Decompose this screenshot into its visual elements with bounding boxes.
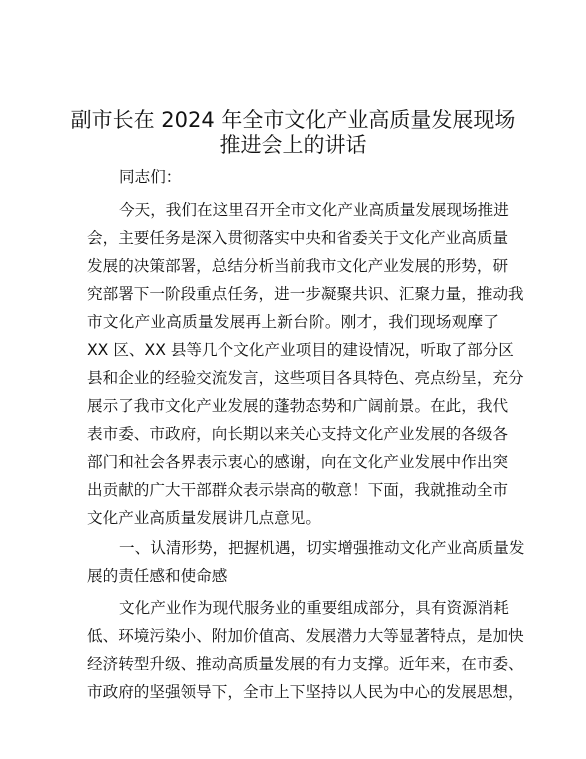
- paragraph-line: 究部署下一阶段重点任务，进一步凝聚共识、汇聚力量，推动我: [87, 285, 524, 303]
- paragraph-line: 发展的决策部署，总结分析当前我市文化产业发展的形势，研: [87, 257, 509, 275]
- paragraph-line: 出贡献的广大干部群众表示崇高的敬意！下面，我就推动全市: [87, 481, 509, 499]
- paragraph-line: 文化产业高质量发展讲几点意见。: [87, 509, 321, 527]
- salutation: 同志们：: [119, 168, 182, 186]
- paragraph-line: 文化产业作为现代服务业的重要组成部分，具有资源消耗: [119, 599, 509, 617]
- paragraph-line: 部门和社会各界表示衷心的感谢，向在文化产业发展中作出突: [87, 453, 509, 471]
- paragraph-line: XX 区、XX 县等几个文化产业项目的建设情况，听取了部分区: [87, 341, 514, 359]
- paragraph-line: 市政府的坚强领导下，全市上下坚持以人民为中心的发展思想，: [87, 683, 524, 701]
- paragraph-line: 展示了我市文化产业发展的蓬勃态势和广阔前景。在此，我代: [87, 397, 509, 415]
- section-heading-line: 展的责任感和使命感: [87, 567, 228, 585]
- paragraph-line: 会，主要任务是深入贯彻落实中央和省委关于文化产业高质量: [87, 229, 509, 247]
- title-line-2: 推进会上的讲话: [219, 133, 367, 157]
- title-line-1: 副市长在 2024 年全市文化产业高质量发展现场: [70, 108, 516, 132]
- paragraph-line: 今天，我们在这里召开全市文化产业高质量发展现场推进: [119, 201, 509, 219]
- paragraph-line: 县和企业的经验交流发言，这些项目各具特色、亮点纷呈，充分: [87, 369, 524, 387]
- paragraph-line: 经济转型升级、推动高质量发展的有力支撑。近年来，在市委、: [87, 655, 524, 673]
- paragraph-line: 表市委、市政府，向长期以来关心支持文化产业发展的各级各: [87, 425, 509, 443]
- section-heading-line: 一、认清形势，把握机遇，切实增强推动文化产业高质量发: [119, 539, 525, 557]
- paragraph-line: 低、环境污染小、附加价值高、发展潜力大等显著特点，是加快: [87, 627, 524, 645]
- paragraph-line: 市文化产业高质量发展再上新台阶。刚才，我们现场观摩了: [87, 313, 499, 331]
